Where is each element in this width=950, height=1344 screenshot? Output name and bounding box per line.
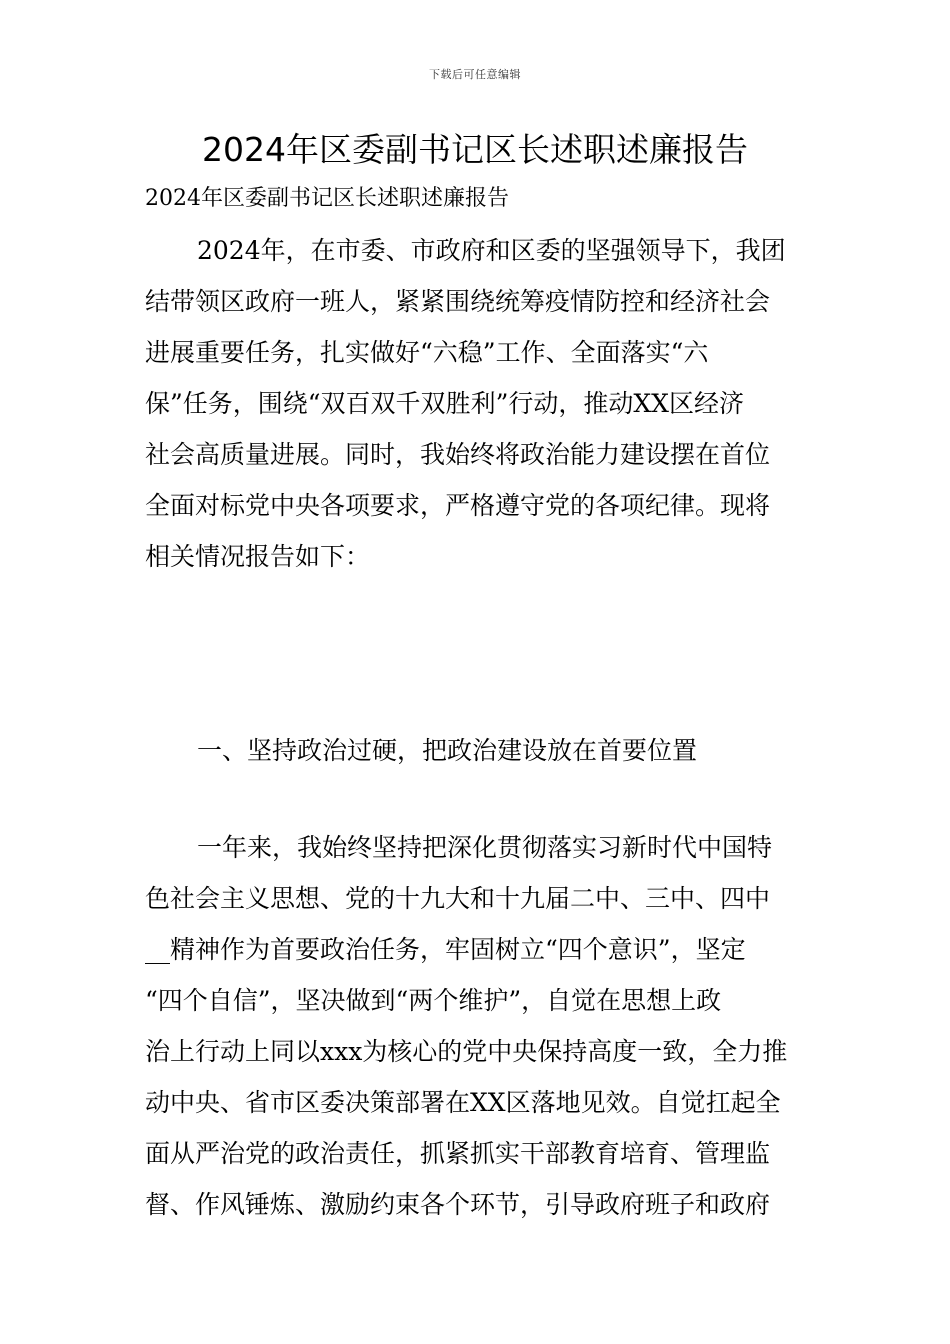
paragraph-line: 全面对标党中央各项要求，严格遵守党的各项纪律。现将 bbox=[145, 491, 771, 520]
paragraph-line: 治上行动上同以xxx为核心的党中央保持高度一致，全力推 bbox=[145, 1037, 788, 1066]
paragraph-line: 色社会主义思想、党的十九大和十九届二中、三中、四中 bbox=[145, 884, 771, 913]
paragraph-line: 保”任务，围绕“双百双千双胜利”行动，推动XX区经济 bbox=[145, 389, 744, 418]
paragraph-line: “四个自信”，坚决做到“两个维护”，自觉在思想上政 bbox=[145, 986, 722, 1015]
paragraph-line: 结带领区政府一班人，紧紧围绕统筹疫情防控和经济社会 bbox=[145, 287, 771, 316]
paragraph-line: 相关情况报告如下： bbox=[145, 542, 371, 571]
paragraph-line: 社会高质量进展。同时，我始终将政治能力建设摆在首位 bbox=[145, 440, 771, 469]
body-paragraph bbox=[145, 822, 810, 1230]
paragraph-line: 面从严治党的政治责任，抓紧抓实干部教育培育、管理监 bbox=[145, 1139, 771, 1168]
paragraph-line: 进展重要任务，扎实做好“六稳”工作、全面落实“六 bbox=[145, 338, 709, 367]
header-note: 下载后可任意编辑 bbox=[429, 68, 521, 81]
document-title: 2024年区委副书记区长述职述廉报告 bbox=[202, 130, 748, 169]
document-subtitle: 2024年区委副书记区长述职述廉报告 bbox=[145, 186, 509, 211]
intro-paragraph bbox=[145, 225, 810, 582]
paragraph-line: __精神作为首要政治任务，牢固树立“四个意识”，坚定 bbox=[145, 935, 746, 964]
paragraph-line: 动中央、省市区委决策部署在XX区落地见效。自觉扛起全 bbox=[145, 1088, 781, 1117]
paragraph-line: 2024年，在市委、市政府和区委的坚强领导下，我团 bbox=[197, 236, 786, 265]
section-heading: 一、坚持政治过硬，把政治建设放在首要位置 bbox=[197, 736, 698, 765]
paragraph-line: 督、作风锤炼、激励约束各个环节，引导政府班子和政府 bbox=[145, 1190, 771, 1219]
paragraph-line: 一年来，我始终坚持把深化贯彻落实习新时代中国特 bbox=[197, 833, 773, 862]
